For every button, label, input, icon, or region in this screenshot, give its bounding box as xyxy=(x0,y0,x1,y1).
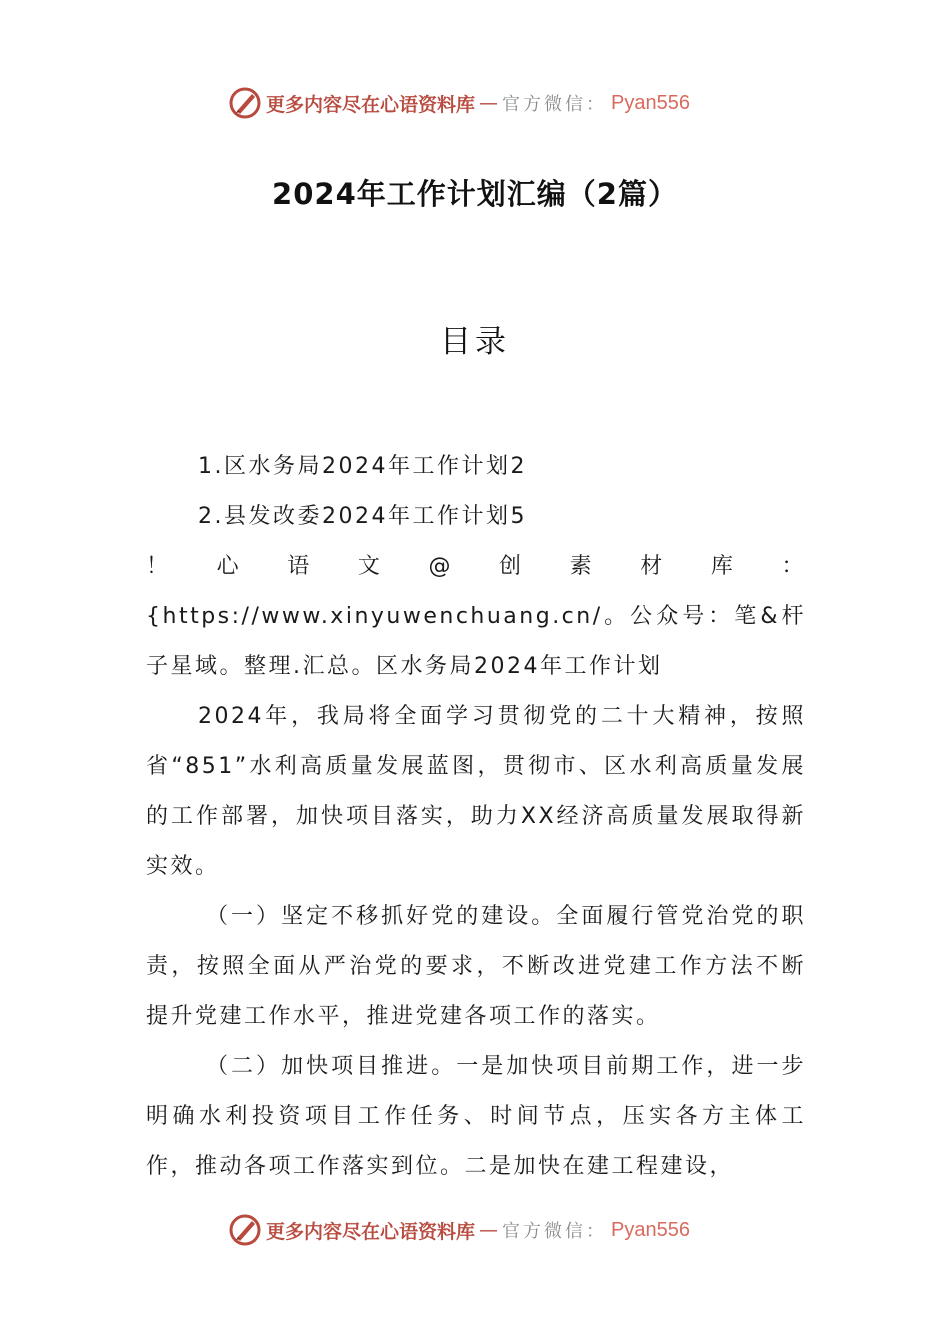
watermark-wechat-id: Pyan556 xyxy=(611,91,690,114)
pen-logo-icon xyxy=(228,1213,262,1247)
toc-item[interactable]: 1.区水务局2024年工作计划2 xyxy=(198,454,527,479)
watermark-official-label: 官方微信： xyxy=(502,94,608,115)
watermark-dash: — xyxy=(479,1219,499,1241)
body-paragraph: （二）加快项目推进。一是加快项目前期工作，进一步明确水利投资项目工作任务、时间节点，压实各方主体工作，推动各项工作落实到位。二是加快在建工程建设， xyxy=(146,1054,806,1179)
watermark-text: 更多内容尽在心语资料库 xyxy=(266,93,476,116)
watermark-official-label: 官方微信： xyxy=(502,1221,608,1242)
document-title: 2024年工作计划汇编（2篇） xyxy=(272,177,678,211)
watermark-dash: — xyxy=(479,92,499,114)
source-line: ！心语文@创素材库：{https://www.xinyuwenchuang.cn/。公众号：笔&杆子星域。整理.汇总。区水务局2024年工作计划 xyxy=(146,554,806,679)
document-body xyxy=(146,442,806,1192)
body-paragraph: （一）坚定不移抓好党的建设。全面履行管党治党的职责，按照全面从严治党的要求，不断改进党建工作方法不断提升党建工作水平，推进党建各项工作的落实。 xyxy=(146,904,806,1029)
toc-heading: 目录 xyxy=(440,324,510,360)
header-watermark xyxy=(228,86,690,120)
pen-logo-icon xyxy=(228,86,262,120)
watermark-text: 更多内容尽在心语资料库 xyxy=(266,1220,476,1243)
footer-watermark xyxy=(228,1213,690,1247)
watermark-wechat-id: Pyan556 xyxy=(611,1218,690,1241)
toc-item[interactable]: 2.县发改委2024年工作计划5 xyxy=(198,504,527,529)
body-paragraph: 2024年，我局将全面学习贯彻党的二十大精神，按照省“851”水利高质量发展蓝图，贯彻市、区水利高质量发展的工作部署，加快项目落实，助力XX经济高质量发展取得新实效。 xyxy=(146,704,806,879)
